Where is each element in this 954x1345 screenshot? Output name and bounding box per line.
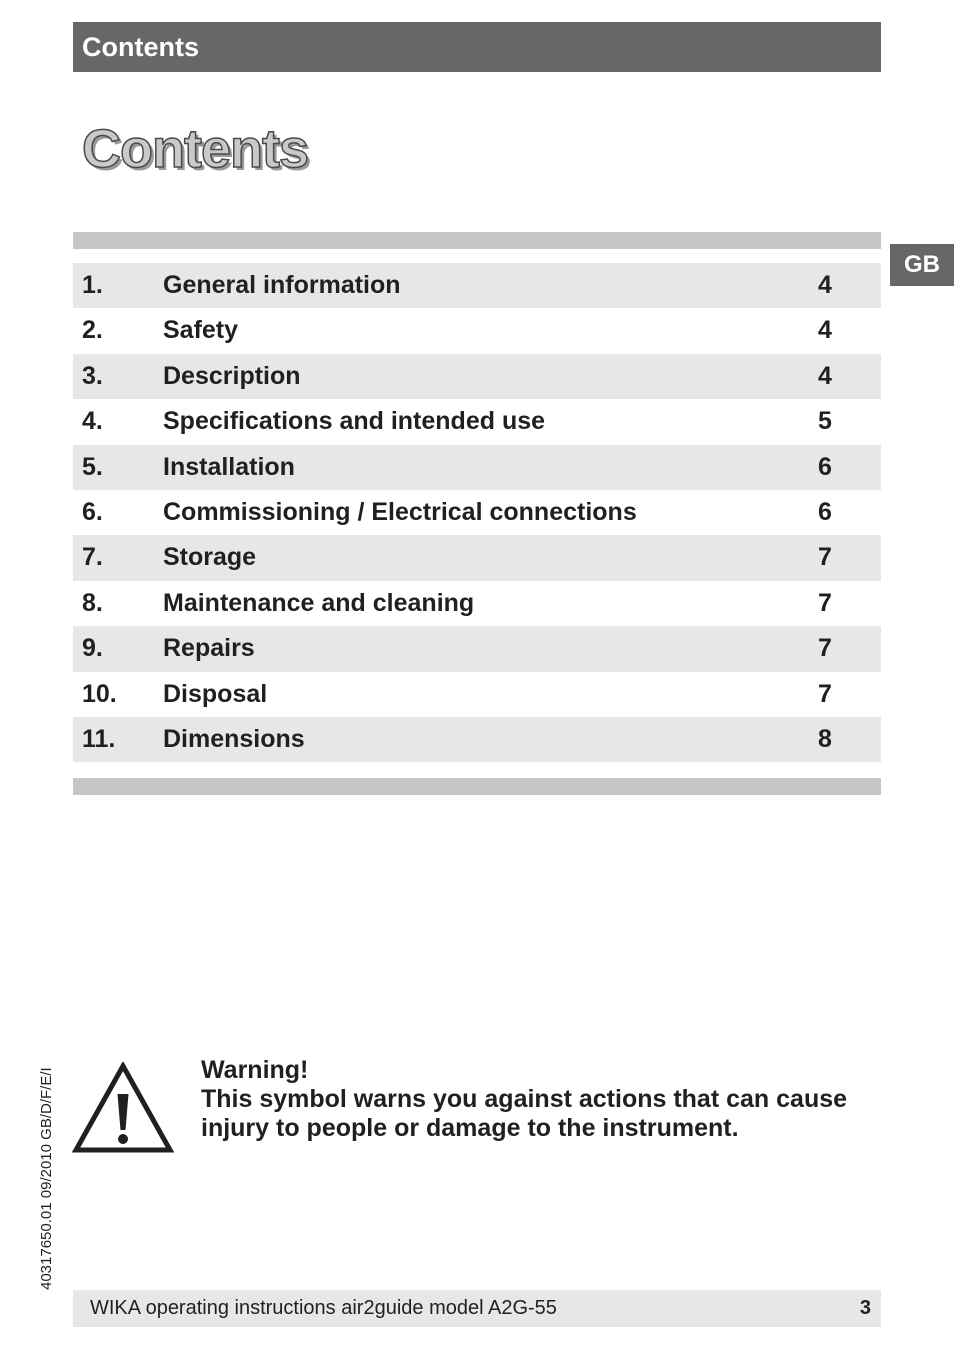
toc-row[interactable] — [73, 672, 881, 717]
footer-text: WIKA operating instructions air2guide model A2G-55 — [90, 1297, 557, 1319]
toc-page: 6 — [818, 497, 832, 526]
toc-number: 2. — [82, 316, 103, 345]
toc-number: 5. — [82, 452, 103, 481]
toc-number: 10. — [82, 679, 117, 708]
toc-title: General information — [163, 271, 401, 299]
toc-page: 7 — [818, 588, 832, 617]
toc-page: 4 — [818, 361, 832, 390]
toc-row[interactable] — [73, 308, 881, 353]
warning-block — [201, 1056, 881, 1143]
header-bar — [73, 22, 881, 72]
toc-title: Installation — [163, 452, 295, 481]
toc-page: 5 — [818, 407, 832, 436]
toc-title: Commissioning / Electrical connections — [163, 497, 637, 526]
toc-row[interactable] — [73, 490, 881, 535]
toc-bottom-rule — [73, 778, 881, 795]
toc-row[interactable] — [73, 717, 881, 762]
table-of-contents — [73, 263, 881, 762]
toc-number: 1. — [82, 271, 103, 299]
document-code: 40317650.01 09/2010 GB/D/F/E/I — [38, 1067, 55, 1290]
warning-heading: Warning! — [201, 1056, 309, 1084]
toc-row[interactable] — [73, 535, 881, 580]
page-title: Contents — [82, 119, 308, 179]
toc-title: Repairs — [163, 634, 255, 663]
toc-page: 6 — [818, 452, 832, 481]
toc-title: Description — [163, 361, 301, 390]
toc-number: 7. — [82, 543, 103, 572]
toc-page: 8 — [818, 724, 832, 753]
toc-page: 4 — [818, 316, 832, 345]
toc-top-rule — [73, 232, 881, 249]
toc-title: Disposal — [163, 679, 268, 708]
toc-title: Maintenance and cleaning — [163, 588, 475, 617]
header-title: Contents — [82, 32, 199, 62]
toc-number: 4. — [82, 407, 103, 436]
footer-bar — [73, 1290, 881, 1327]
toc-row[interactable] — [73, 263, 881, 308]
toc-row[interactable] — [73, 445, 881, 490]
toc-title: Dimensions — [163, 724, 305, 753]
toc-row[interactable] — [73, 626, 881, 671]
toc-title: Storage — [163, 543, 257, 572]
toc-number: 6. — [82, 497, 103, 526]
toc-number: 9. — [82, 634, 103, 663]
toc-title: Specifications and intended use — [163, 407, 546, 436]
toc-number: 3. — [82, 361, 103, 390]
toc-page: 7 — [818, 634, 832, 663]
toc-page: 7 — [818, 679, 832, 708]
toc-page: 7 — [818, 543, 832, 572]
toc-row[interactable] — [73, 581, 881, 626]
toc-row[interactable] — [73, 354, 881, 399]
warning-triangle-icon — [72, 1062, 174, 1154]
language-tab: GB — [890, 244, 954, 286]
page-number: 3 — [859, 1297, 871, 1319]
toc-row[interactable] — [73, 399, 881, 444]
toc-number: 11. — [82, 724, 116, 753]
warning-text: This symbol warns you against actions that can cause injury to people or damage to the instrument. — [201, 1085, 848, 1142]
toc-title: Safety — [163, 316, 239, 345]
toc-number: 8. — [82, 588, 103, 617]
toc-page: 4 — [818, 271, 832, 299]
